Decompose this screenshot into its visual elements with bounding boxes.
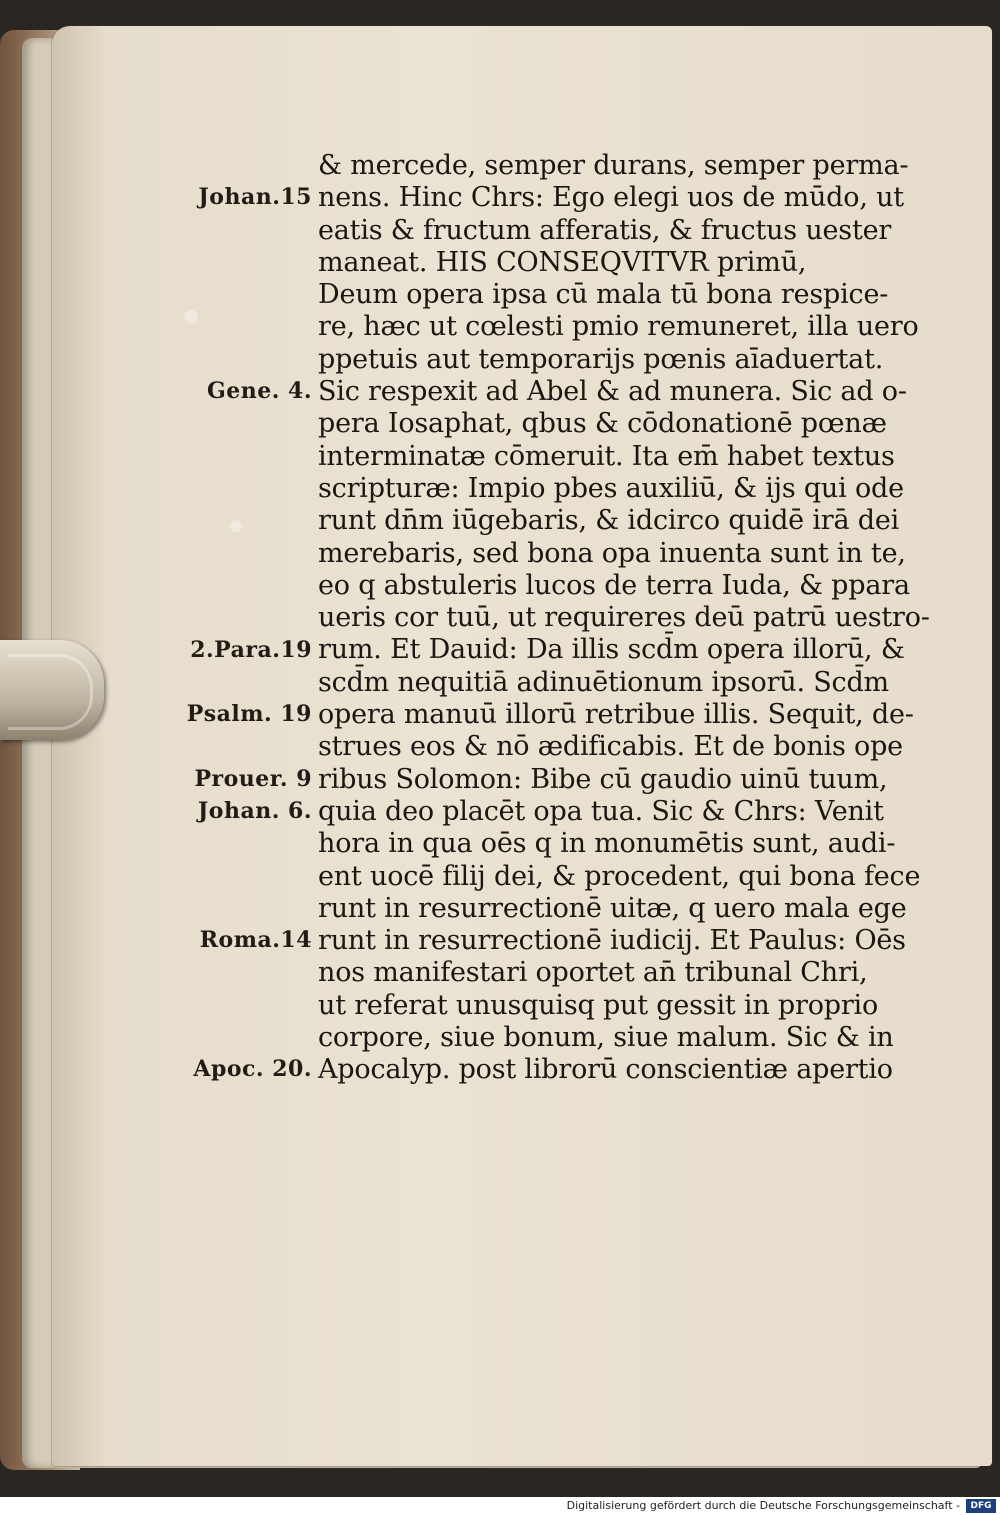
text-line: runt in resurrectionē uitæ, q uero mala ege bbox=[318, 892, 907, 924]
text-line: nens. Hinc Chrs: Ego elegi uos de mūdo, ut bbox=[318, 182, 904, 214]
text-line: opera manuū illorū retribue illis. Sequit, de- bbox=[318, 699, 914, 731]
text-line: interminatæ cōmeruit. Ita em̄ habet textus bbox=[318, 440, 895, 472]
book-clasp bbox=[0, 640, 104, 740]
text-line: pera Iosaphat, qbus & cōdonationē pœnæ bbox=[318, 408, 887, 440]
main-text bbox=[318, 150, 930, 1087]
text-line: ribus Solomon: Bibe cū gaudio uinū tuum, bbox=[318, 763, 888, 795]
text-line: ent uocē filij dei, & procedent, qui bona fece bbox=[318, 860, 921, 892]
text-line: rum. Et Dauid: Da illis scd̄m opera illorū, & bbox=[318, 634, 905, 666]
margin-note: Johan.15 bbox=[198, 184, 312, 211]
margin-note: Psalm. 19 bbox=[186, 701, 312, 728]
dfg-logo: DFG bbox=[966, 1499, 996, 1513]
text-line: maneat. HIS CONSEQVITVR primū, bbox=[318, 246, 807, 278]
text-line: quia deo placēt opa tua. Sic & Chrs: Venit bbox=[318, 795, 884, 827]
text-line: & mercede, semper durans, semper perma- bbox=[318, 150, 909, 181]
text-line: ut referat unusquisq put gessit in proprio bbox=[318, 989, 879, 1021]
text-line: runt dn̄m iūgebaris, & idcirco quidē irā dei bbox=[318, 505, 900, 537]
text-line: strues eos & nō ædificabis. Et de bonis ope bbox=[318, 731, 903, 763]
paper-stain bbox=[184, 310, 198, 324]
text-line: ppetuis aut temporarijs pœnis aīaduertat. bbox=[318, 343, 884, 375]
margin-note: Roma.14 bbox=[199, 927, 312, 954]
text-line: Apocalyp. post librorū conscientiæ apertio bbox=[318, 1054, 893, 1086]
margin-note: Prouer. 9 bbox=[194, 765, 312, 792]
text-line: eo q abstuleris lucos de terra Iuda, & ppara bbox=[318, 569, 910, 601]
margin-note: 2.Para.19 bbox=[190, 636, 312, 663]
text-line: Deum opera ipsa cū mala tū bona respice- bbox=[318, 279, 889, 311]
text-line: runt in resurrectionē iudicij. Et Paulus: Oēs bbox=[318, 925, 906, 957]
text-line: nos manifestari oportet an̄ tribunal Chri, bbox=[318, 957, 868, 989]
text-line: hora in qua oēs q in monumētis sunt, audi- bbox=[318, 828, 896, 860]
margin-note: Apoc. 20. bbox=[193, 1056, 312, 1083]
text-line: corpore, siue bonum, siue malum. Sic & in bbox=[318, 1022, 894, 1054]
text-line: ueris cor tuū, ut requireres deū patrū uestro- bbox=[318, 602, 930, 634]
text-line: merebaris, sed bona opa inuenta sunt in te, bbox=[318, 537, 906, 569]
text-line: re, hæc ut cœlesti pmio remuneret, illa uero bbox=[318, 311, 919, 343]
footer-credit: Digitalisierung gefördert durch die Deutsche Forschungsgemeinschaft - bbox=[566, 1499, 960, 1512]
text-line: eatis & fructum afferatis, & fructus uester bbox=[318, 214, 892, 246]
margin-note: Gene. 4. bbox=[206, 378, 312, 405]
text-line: scripturæ: Impio pbes auxiliū, & ijs qui ode bbox=[318, 472, 904, 504]
margin-note: Johan. 6. bbox=[197, 798, 312, 824]
text-line: scd̄m nequitiā adinuētionum ipsorū. Scd̄m bbox=[318, 666, 889, 698]
paper-stain bbox=[230, 520, 242, 532]
text-line: Sic respexit ad Abel & ad munera. Sic ad o- bbox=[318, 376, 907, 408]
